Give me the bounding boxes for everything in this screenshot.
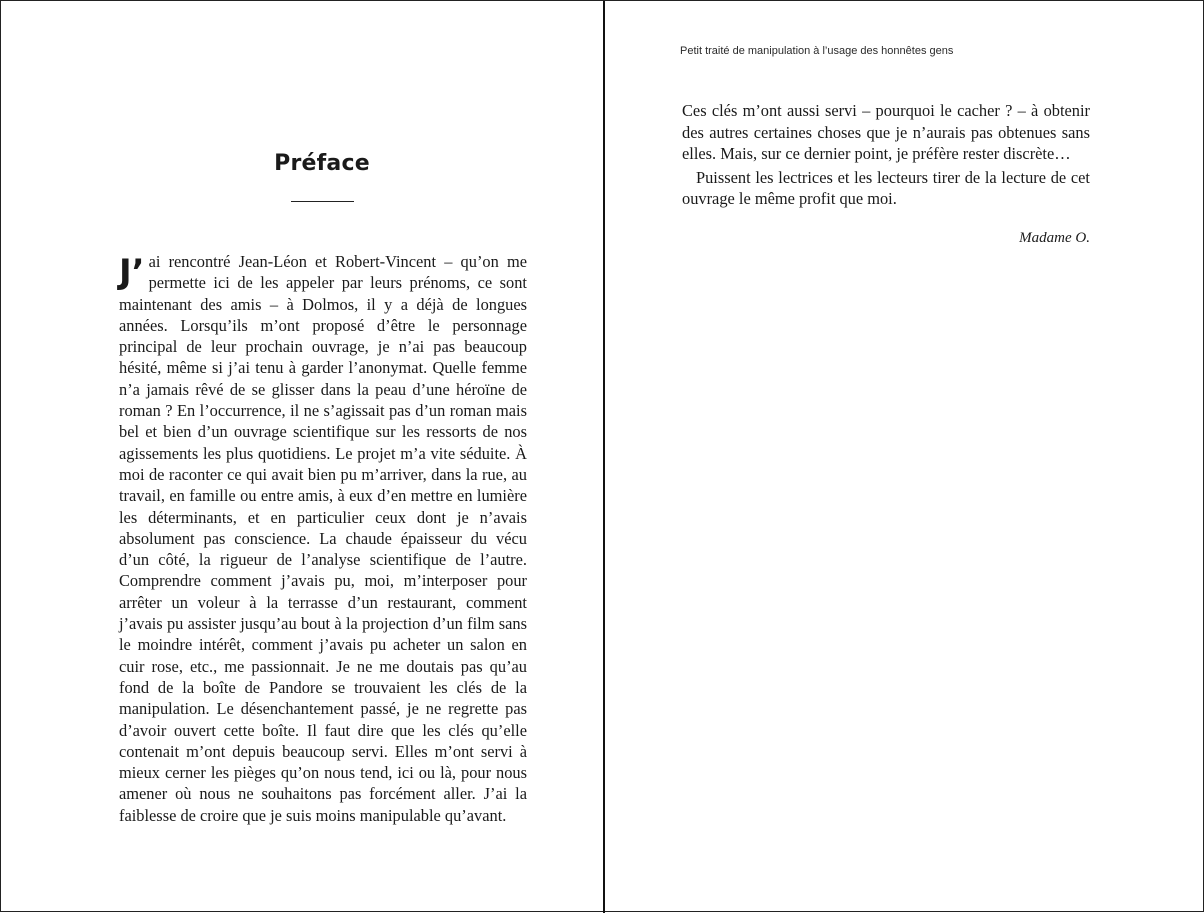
right-page [605, 1, 1203, 911]
left-page [1, 1, 603, 911]
preface-paragraph-text: ai rencontré Jean-Léon et Robert-Vincent – qu’on me permette ici de les appeler par leurs prénoms, ce sont maintenant des amis – à Dolmos, il y a déjà de longues années. Lorsqu’ils m’ont proposé d’être le personnage principal de leur prochain ouvrage, je n’ai pas beaucoup hésité, même si j’ai tenu à garder l’anonymat. Quelle femme n’a jamais rêvé de se glisser dans la peau d’une héroïne de roman ? En l’occurrence, il ne s’agissait pas d’un roman mais bel et bien d’un ouvrage scientifique sur les ressorts de nos agissements les plus quotidiens. Le projet m’a vite séduite. À moi de raconter ce qui avait bien pu m’arriver, dans la rue, au travail, en famille ou entre amis, à eux d’en mettre en lumière les déterminants, et en particulier ceux dont je n’avais absolument pas conscience. La chaude épaisseur du vécu d’un côté, la rigueur de l’analyse scientifique de l’autre. Comprendre comment j’avais pu, moi, m’interposer pour arrêter un voleur à la terrasse d’un restaurant, comment j’avais pu assister jusqu’au bout à la projection d’un film sans le moindre intérêt, comment j’avais pu acheter un salon en cuir rose, etc., me passionnait. Je ne me doutais pas qu’au fond de la boîte de Pandore se trouvaient les clés de la manipulation. Le désenchantement passé, je ne regrette pas d’avoir ouvert cette boîte. Il faut dire que les clés qu’elle contenait m’ont depuis beaucoup servi. Elles m’ont servi à mieux cerner les pièges qu’on nous tend, ici ou là, pour nous amener où nous ne souhaitons pas forcément aller. J’ai la faiblesse de croire que je suis moins manipulable qu’avant. [119, 252, 527, 825]
continuation-paragraph-2: Puissent les lectrices et les lecteurs tirer de la lecture de cet ouvrage le même profit que moi. [682, 167, 1090, 208]
signature: Madame O. [1019, 230, 1090, 246]
running-head: Petit traité de manipulation à l’usage des honnêtes gens [680, 45, 954, 57]
preface-paragraph [119, 251, 527, 826]
title-rule [291, 201, 354, 202]
continuation-body [682, 100, 1090, 210]
page-title: Préface [274, 151, 370, 176]
drop-cap: J’ [119, 252, 145, 292]
preface-body [119, 251, 527, 826]
continuation-paragraph-1: Ces clés m’ont aussi servi – pourquoi le cacher ? – à obtenir des autres certaines choses que je n’aurais pas obtenues sans elles. Mais, sur ce dernier point, je préfère rester discrète… [682, 101, 1090, 163]
